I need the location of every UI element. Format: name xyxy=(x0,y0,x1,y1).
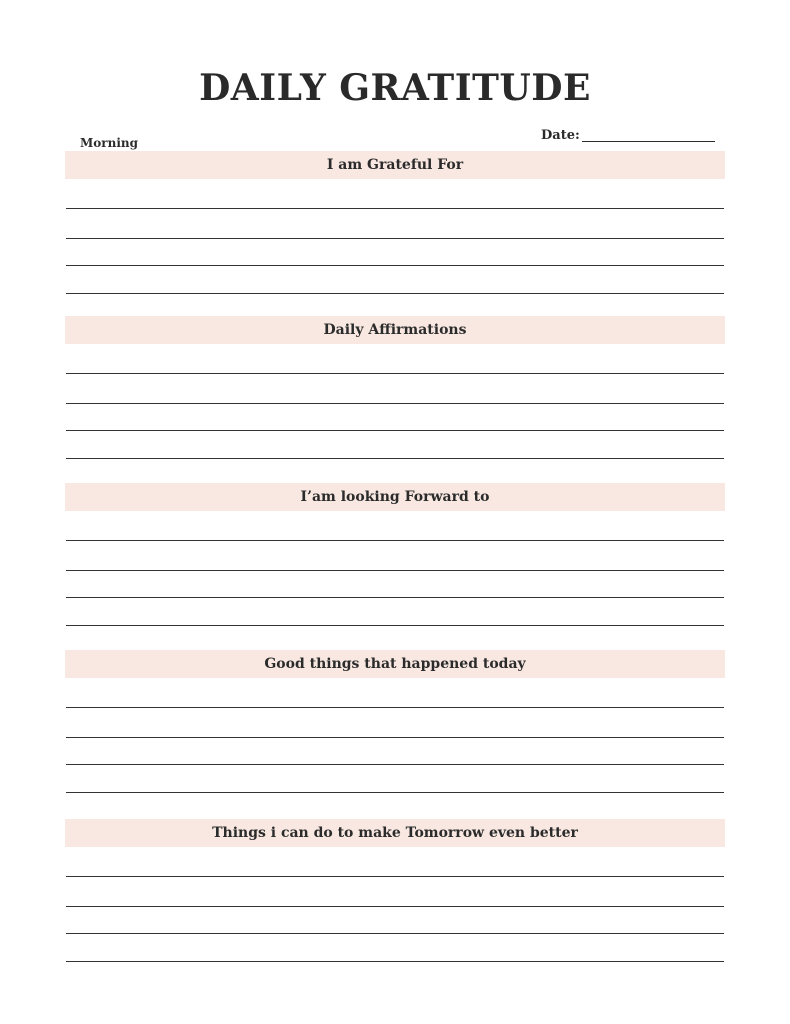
write-line[interactable] xyxy=(66,764,724,765)
section-heading: Daily Affirmations xyxy=(65,316,725,344)
section-looking-forward xyxy=(65,483,725,511)
date-write-line[interactable] xyxy=(582,141,715,142)
write-line[interactable] xyxy=(66,906,724,907)
date-label: Date: xyxy=(541,128,580,143)
write-line[interactable] xyxy=(66,792,724,793)
write-line[interactable] xyxy=(66,597,724,598)
section-heading: Good things that happened today xyxy=(65,650,725,678)
write-line[interactable] xyxy=(66,265,724,266)
write-line[interactable] xyxy=(66,403,724,404)
section-grateful xyxy=(65,151,725,179)
page-title: DAILY GRATITUDE xyxy=(199,67,591,109)
write-line[interactable] xyxy=(66,430,724,431)
write-line[interactable] xyxy=(66,208,724,209)
morning-label: Morning xyxy=(80,136,139,150)
write-line[interactable] xyxy=(66,458,724,459)
write-line[interactable] xyxy=(66,570,724,571)
write-line[interactable] xyxy=(66,933,724,934)
write-line[interactable] xyxy=(66,707,724,708)
section-heading: Things i can do to make Tomorrow even better xyxy=(65,819,725,847)
write-line[interactable] xyxy=(66,373,724,374)
section-heading: I’am looking Forward to xyxy=(65,483,725,511)
write-line[interactable] xyxy=(66,238,724,239)
write-line[interactable] xyxy=(66,540,724,541)
section-tomorrow-better xyxy=(65,819,725,847)
write-line[interactable] xyxy=(66,293,724,294)
write-line[interactable] xyxy=(66,625,724,626)
date-field[interactable] xyxy=(541,128,715,144)
section-heading: I am Grateful For xyxy=(65,151,725,179)
write-line[interactable] xyxy=(66,876,724,877)
section-affirmations xyxy=(65,316,725,344)
section-good-things xyxy=(65,650,725,678)
write-line[interactable] xyxy=(66,737,724,738)
write-line[interactable] xyxy=(66,961,724,962)
